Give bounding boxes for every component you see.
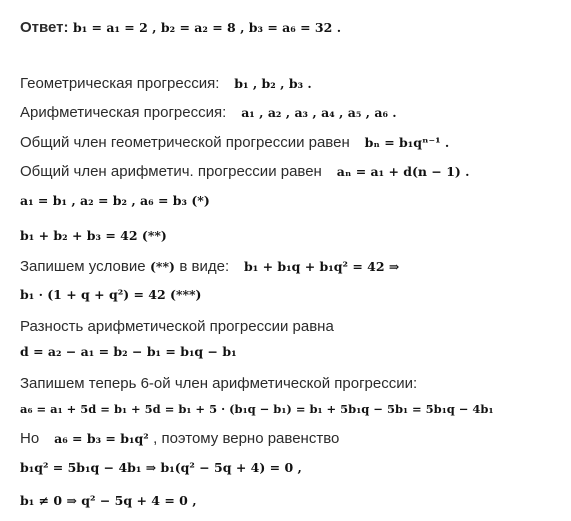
equation-triple-star-text: b₁ · (1 + q + q²) = 42 (***) [20,287,202,302]
answer-line [20,19,341,37]
condition-text-1: Запишем условие [20,258,146,275]
equation-double-star [20,227,167,245]
difference-text-line [20,318,334,336]
geometric-label: Геометрическая прогрессия: [20,75,220,92]
geometric-line [20,75,312,93]
geometric-general-label: Общий член геометрической прогрессии равен [20,134,350,151]
final-equation-2-text: b₁ ≠ 0 ⇒ q² − 5q + 4 = 0 , [20,493,197,508]
arithmetic-general-label: Общий член арифметич. прогрессии равен [20,163,322,180]
condition-text-2: в виде: [179,258,230,275]
sixth-term-text: Запишем теперь 6-ой член арифметической прогрессии: [20,375,418,392]
equation-triple-star [20,286,201,304]
sixth-term-equation-text: a₆ = a₁ + 5d = b₁ + 5d = b₁ + 5 · (b₁q − b₁) = b₁ + 5b₁q − 5b₁ = 5b₁q − 4b₁ [20,402,494,416]
final-equation-2 [20,492,197,510]
final-equation-1 [20,459,302,477]
but-text-2: , поэтому верно равенство [153,430,340,447]
condition-line [20,258,399,276]
but-formula: a₆ = b₃ = b₁q² [54,431,149,446]
difference-equation-text: d = a₂ − a₁ = b₂ − b₁ = b₁q − b₁ [20,344,237,359]
equation-star-text: a₁ = b₁ , a₂ = b₂ , a₆ = b₃ (*) [20,193,210,208]
answer-formula: b₁ = a₁ = 2 , b₂ = a₂ = 8 , b₃ = a₆ = 32 [72,20,333,35]
arithmetic-general-line [20,163,470,181]
difference-text: Разность арифметической прогрессии равна [20,318,334,335]
but-text-1: Но [20,430,40,447]
answer-label: Ответ: [20,19,69,36]
but-line [20,430,339,448]
condition-mark: (**) [150,259,175,274]
arithmetic-label: Арифметическая прогрессия: [20,104,227,121]
difference-equation [20,343,237,361]
condition-formula: b₁ + b₁q + b₁q² = 42 ⇒ [244,259,400,274]
arithmetic-general-formula: aₙ = a₁ + d(n − 1) . [336,164,470,179]
equation-double-star-text: b₁ + b₂ + b₃ = 42 (**) [20,228,167,243]
answer-tail: . [336,20,342,35]
geometric-general-line [20,134,449,152]
geometric-members: b₁ , b₂ , b₃ . [234,76,312,91]
geometric-general-formula: bₙ = b₁qⁿ⁻¹ . [364,135,450,150]
arithmetic-members: a₁ , a₂ , a₃ , a₄ , a₅ , a₆ . [241,105,397,120]
arithmetic-line [20,104,397,122]
sixth-term-equation [20,400,494,418]
final-equation-1-text: b₁q² = 5b₁q − 4b₁ ⇒ b₁(q² − 5q + 4) = 0 , [20,460,302,475]
equation-star [20,192,210,210]
sixth-term-text-line [20,375,417,393]
